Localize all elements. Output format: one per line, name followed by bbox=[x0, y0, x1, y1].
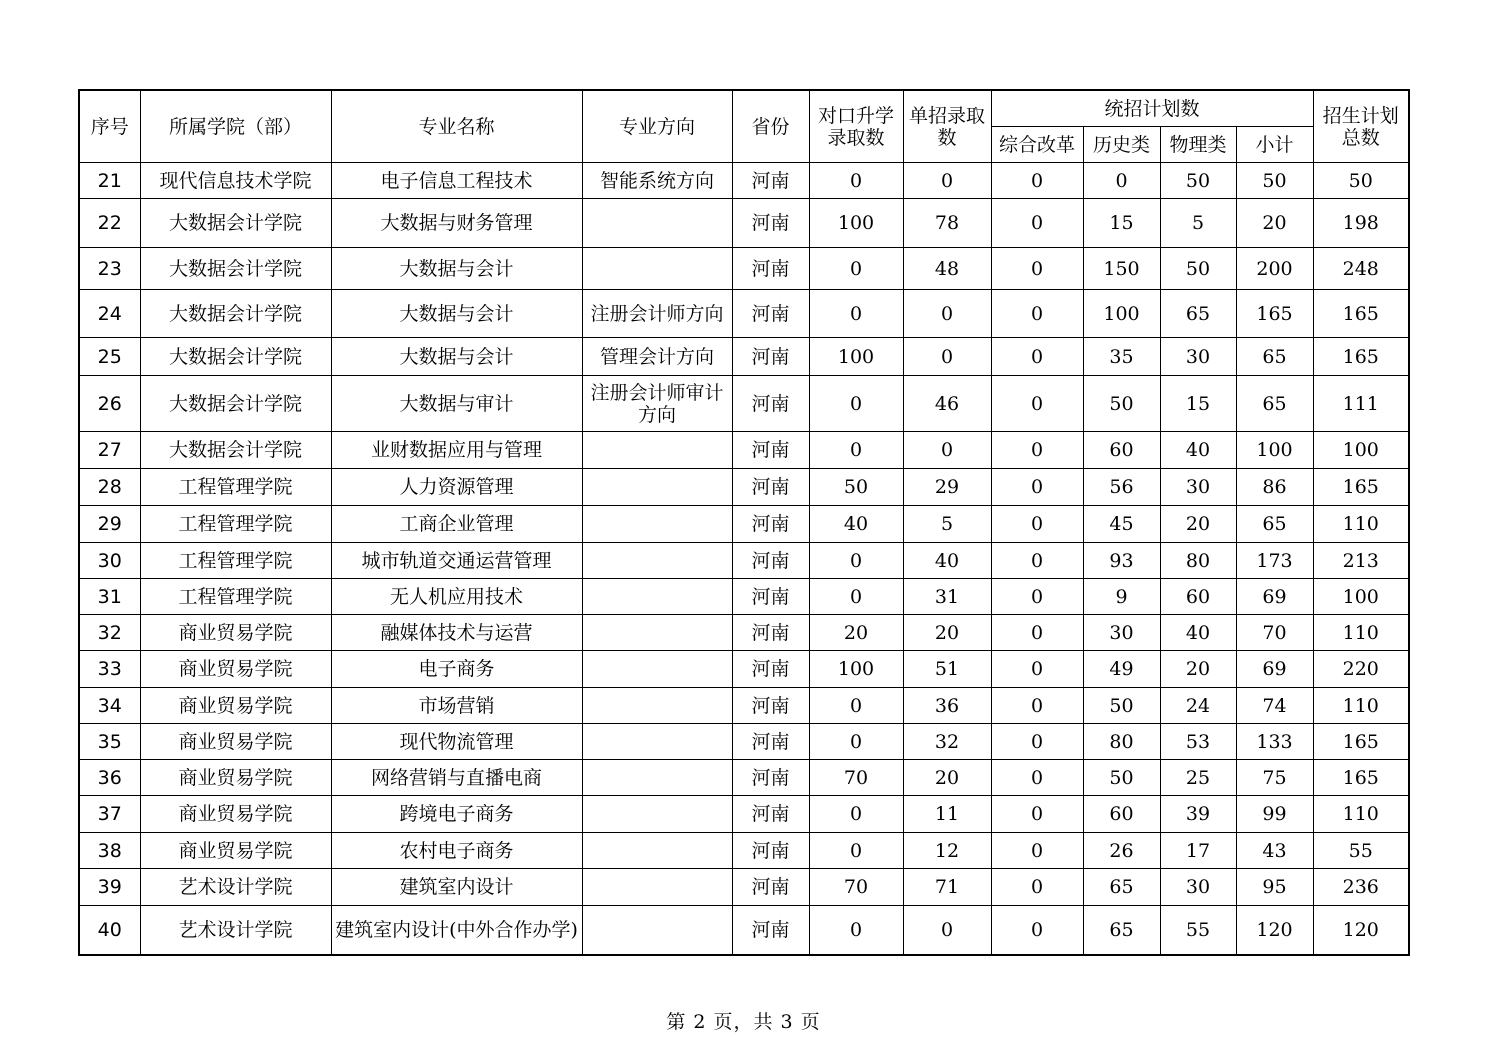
cell-wuli: 50 bbox=[1160, 163, 1236, 199]
cell-seq: 39 bbox=[79, 869, 140, 906]
cell-seq: 37 bbox=[79, 796, 140, 833]
cell-seq: 34 bbox=[79, 688, 140, 724]
cell-xiaoji: 120 bbox=[1236, 906, 1313, 955]
cell-direction bbox=[582, 688, 732, 724]
cell-major: 融媒体技术与运营 bbox=[331, 615, 582, 651]
cell-major: 大数据与会计 bbox=[331, 248, 582, 290]
table-row bbox=[79, 760, 1409, 796]
cell-zonghe: 0 bbox=[991, 615, 1083, 651]
cell-lishi: 65 bbox=[1083, 906, 1160, 955]
cell-major: 建筑室内设计(中外合作办学) bbox=[331, 906, 582, 955]
cell-province: 河南 bbox=[732, 469, 809, 506]
cell-duikou: 0 bbox=[809, 248, 903, 290]
cell-direction bbox=[582, 796, 732, 833]
cell-province: 河南 bbox=[732, 163, 809, 199]
cell-province: 河南 bbox=[732, 796, 809, 833]
cell-direction bbox=[582, 543, 732, 579]
header-danzhao: 单招录取数 bbox=[903, 90, 991, 163]
cell-total: 55 bbox=[1313, 833, 1409, 869]
cell-lishi: 150 bbox=[1083, 248, 1160, 290]
table-row bbox=[79, 869, 1409, 906]
table-row bbox=[79, 199, 1409, 248]
cell-lishi: 93 bbox=[1083, 543, 1160, 579]
cell-direction: 注册会计师方向 bbox=[582, 290, 732, 338]
cell-danzhao: 29 bbox=[903, 469, 991, 506]
cell-major: 无人机应用技术 bbox=[331, 579, 582, 615]
header-wuli: 物理类 bbox=[1160, 127, 1236, 163]
cell-danzhao: 0 bbox=[903, 338, 991, 376]
cell-major: 工商企业管理 bbox=[331, 506, 582, 543]
cell-total: 110 bbox=[1313, 796, 1409, 833]
cell-zonghe: 0 bbox=[991, 906, 1083, 955]
cell-duikou: 0 bbox=[809, 163, 903, 199]
cell-province: 河南 bbox=[732, 906, 809, 955]
cell-lishi: 60 bbox=[1083, 432, 1160, 469]
cell-danzhao: 11 bbox=[903, 796, 991, 833]
cell-wuli: 39 bbox=[1160, 796, 1236, 833]
cell-xiaoji: 69 bbox=[1236, 651, 1313, 688]
cell-total: 213 bbox=[1313, 543, 1409, 579]
cell-direction bbox=[582, 506, 732, 543]
cell-duikou: 0 bbox=[809, 906, 903, 955]
cell-duikou: 0 bbox=[809, 724, 903, 760]
cell-major: 大数据与审计 bbox=[331, 376, 582, 432]
cell-seq: 25 bbox=[79, 338, 140, 376]
cell-xiaoji: 200 bbox=[1236, 248, 1313, 290]
cell-major: 大数据与会计 bbox=[331, 290, 582, 338]
cell-wuli: 15 bbox=[1160, 376, 1236, 432]
cell-zonghe: 0 bbox=[991, 248, 1083, 290]
table-row bbox=[79, 579, 1409, 615]
cell-direction bbox=[582, 248, 732, 290]
table-row bbox=[79, 432, 1409, 469]
cell-major: 现代物流管理 bbox=[331, 724, 582, 760]
cell-total: 165 bbox=[1313, 290, 1409, 338]
page-footer: 第 2 页，共 3 页 bbox=[666, 1011, 821, 1033]
cell-major: 大数据与财务管理 bbox=[331, 199, 582, 248]
cell-total: 120 bbox=[1313, 906, 1409, 955]
cell-major: 网络营销与直播电商 bbox=[331, 760, 582, 796]
cell-zonghe: 0 bbox=[991, 760, 1083, 796]
cell-province: 河南 bbox=[732, 833, 809, 869]
cell-lishi: 56 bbox=[1083, 469, 1160, 506]
cell-xiaoji: 65 bbox=[1236, 376, 1313, 432]
cell-lishi: 9 bbox=[1083, 579, 1160, 615]
cell-total: 110 bbox=[1313, 506, 1409, 543]
cell-seq: 31 bbox=[79, 579, 140, 615]
cell-danzhao: 0 bbox=[903, 906, 991, 955]
cell-province: 河南 bbox=[732, 760, 809, 796]
cell-zonghe: 0 bbox=[991, 543, 1083, 579]
cell-province: 河南 bbox=[732, 506, 809, 543]
cell-college: 大数据会计学院 bbox=[140, 290, 331, 338]
cell-seq: 36 bbox=[79, 760, 140, 796]
cell-seq: 38 bbox=[79, 833, 140, 869]
cell-college: 商业贸易学院 bbox=[140, 833, 331, 869]
cell-college: 艺术设计学院 bbox=[140, 869, 331, 906]
cell-lishi: 26 bbox=[1083, 833, 1160, 869]
cell-duikou: 100 bbox=[809, 199, 903, 248]
cell-direction bbox=[582, 615, 732, 651]
cell-danzhao: 71 bbox=[903, 869, 991, 906]
cell-zonghe: 0 bbox=[991, 338, 1083, 376]
cell-duikou: 0 bbox=[809, 290, 903, 338]
header-major: 专业名称 bbox=[331, 90, 582, 163]
cell-total: 165 bbox=[1313, 760, 1409, 796]
cell-province: 河南 bbox=[732, 869, 809, 906]
cell-zonghe: 0 bbox=[991, 688, 1083, 724]
cell-xiaoji: 95 bbox=[1236, 869, 1313, 906]
cell-zonghe: 0 bbox=[991, 432, 1083, 469]
table-row bbox=[79, 796, 1409, 833]
cell-direction bbox=[582, 833, 732, 869]
cell-zonghe: 0 bbox=[991, 469, 1083, 506]
cell-wuli: 30 bbox=[1160, 469, 1236, 506]
cell-xiaoji: 74 bbox=[1236, 688, 1313, 724]
cell-wuli: 5 bbox=[1160, 199, 1236, 248]
cell-xiaoji: 173 bbox=[1236, 543, 1313, 579]
cell-province: 河南 bbox=[732, 248, 809, 290]
cell-xiaoji: 165 bbox=[1236, 290, 1313, 338]
cell-duikou: 50 bbox=[809, 469, 903, 506]
header-province: 省份 bbox=[732, 90, 809, 163]
table-row bbox=[79, 163, 1409, 199]
cell-college: 商业贸易学院 bbox=[140, 688, 331, 724]
cell-lishi: 100 bbox=[1083, 290, 1160, 338]
cell-wuli: 65 bbox=[1160, 290, 1236, 338]
cell-college: 商业贸易学院 bbox=[140, 615, 331, 651]
cell-wuli: 30 bbox=[1160, 338, 1236, 376]
cell-danzhao: 5 bbox=[903, 506, 991, 543]
cell-wuli: 20 bbox=[1160, 651, 1236, 688]
cell-college: 商业贸易学院 bbox=[140, 724, 331, 760]
cell-province: 河南 bbox=[732, 688, 809, 724]
cell-lishi: 50 bbox=[1083, 376, 1160, 432]
cell-duikou: 0 bbox=[809, 688, 903, 724]
header-seq: 序号 bbox=[79, 90, 140, 163]
cell-college: 工程管理学院 bbox=[140, 506, 331, 543]
header-lishi: 历史类 bbox=[1083, 127, 1160, 163]
cell-xiaoji: 43 bbox=[1236, 833, 1313, 869]
cell-major: 业财数据应用与管理 bbox=[331, 432, 582, 469]
cell-direction: 智能系统方向 bbox=[582, 163, 732, 199]
cell-duikou: 100 bbox=[809, 338, 903, 376]
admission-plan-table bbox=[78, 89, 1410, 956]
cell-province: 河南 bbox=[732, 199, 809, 248]
cell-duikou: 0 bbox=[809, 376, 903, 432]
table-row bbox=[79, 543, 1409, 579]
cell-zonghe: 0 bbox=[991, 579, 1083, 615]
cell-wuli: 80 bbox=[1160, 543, 1236, 579]
cell-province: 河南 bbox=[732, 338, 809, 376]
cell-direction bbox=[582, 579, 732, 615]
cell-xiaoji: 65 bbox=[1236, 506, 1313, 543]
cell-seq: 23 bbox=[79, 248, 140, 290]
cell-danzhao: 20 bbox=[903, 760, 991, 796]
cell-college: 大数据会计学院 bbox=[140, 376, 331, 432]
cell-province: 河南 bbox=[732, 543, 809, 579]
cell-college: 工程管理学院 bbox=[140, 579, 331, 615]
cell-lishi: 45 bbox=[1083, 506, 1160, 543]
cell-seq: 27 bbox=[79, 432, 140, 469]
cell-total: 198 bbox=[1313, 199, 1409, 248]
cell-danzhao: 0 bbox=[903, 163, 991, 199]
cell-seq: 22 bbox=[79, 199, 140, 248]
cell-zonghe: 0 bbox=[991, 376, 1083, 432]
cell-duikou: 0 bbox=[809, 579, 903, 615]
cell-wuli: 24 bbox=[1160, 688, 1236, 724]
table-row bbox=[79, 338, 1409, 376]
table-row bbox=[79, 506, 1409, 543]
cell-province: 河南 bbox=[732, 579, 809, 615]
cell-zonghe: 0 bbox=[991, 796, 1083, 833]
table-row bbox=[79, 469, 1409, 506]
cell-direction bbox=[582, 724, 732, 760]
cell-total: 220 bbox=[1313, 651, 1409, 688]
header-direction: 专业方向 bbox=[582, 90, 732, 163]
header-zonghe: 综合改革 bbox=[991, 127, 1083, 163]
cell-total: 100 bbox=[1313, 432, 1409, 469]
cell-xiaoji: 75 bbox=[1236, 760, 1313, 796]
cell-major: 建筑室内设计 bbox=[331, 869, 582, 906]
cell-seq: 24 bbox=[79, 290, 140, 338]
cell-college: 工程管理学院 bbox=[140, 543, 331, 579]
cell-zonghe: 0 bbox=[991, 290, 1083, 338]
cell-seq: 30 bbox=[79, 543, 140, 579]
cell-lishi: 30 bbox=[1083, 615, 1160, 651]
header-college: 所属学院（部） bbox=[140, 90, 331, 163]
cell-danzhao: 0 bbox=[903, 432, 991, 469]
header-tongzhao: 统招计划数 bbox=[991, 90, 1313, 127]
cell-province: 河南 bbox=[732, 651, 809, 688]
cell-danzhao: 12 bbox=[903, 833, 991, 869]
cell-direction bbox=[582, 906, 732, 955]
cell-major: 电子信息工程技术 bbox=[331, 163, 582, 199]
table-row bbox=[79, 651, 1409, 688]
cell-seq: 21 bbox=[79, 163, 140, 199]
cell-zonghe: 0 bbox=[991, 163, 1083, 199]
table-row bbox=[79, 833, 1409, 869]
table-row bbox=[79, 376, 1409, 432]
cell-wuli: 60 bbox=[1160, 579, 1236, 615]
cell-danzhao: 0 bbox=[903, 290, 991, 338]
cell-direction bbox=[582, 199, 732, 248]
header-total: 招生计划总数 bbox=[1313, 90, 1409, 163]
cell-total: 110 bbox=[1313, 688, 1409, 724]
cell-major: 农村电子商务 bbox=[331, 833, 582, 869]
cell-wuli: 25 bbox=[1160, 760, 1236, 796]
cell-college: 大数据会计学院 bbox=[140, 432, 331, 469]
cell-lishi: 60 bbox=[1083, 796, 1160, 833]
cell-major: 市场营销 bbox=[331, 688, 582, 724]
cell-lishi: 80 bbox=[1083, 724, 1160, 760]
cell-lishi: 15 bbox=[1083, 199, 1160, 248]
table-body bbox=[79, 163, 1409, 955]
cell-direction bbox=[582, 469, 732, 506]
cell-total: 165 bbox=[1313, 338, 1409, 376]
cell-seq: 28 bbox=[79, 469, 140, 506]
table-row bbox=[79, 290, 1409, 338]
cell-college: 大数据会计学院 bbox=[140, 338, 331, 376]
cell-duikou: 100 bbox=[809, 651, 903, 688]
cell-total: 110 bbox=[1313, 615, 1409, 651]
table-row bbox=[79, 615, 1409, 651]
cell-total: 111 bbox=[1313, 376, 1409, 432]
cell-seq: 29 bbox=[79, 506, 140, 543]
cell-wuli: 50 bbox=[1160, 248, 1236, 290]
cell-duikou: 20 bbox=[809, 615, 903, 651]
cell-xiaoji: 65 bbox=[1236, 338, 1313, 376]
cell-wuli: 17 bbox=[1160, 833, 1236, 869]
cell-danzhao: 51 bbox=[903, 651, 991, 688]
cell-major: 跨境电子商务 bbox=[331, 796, 582, 833]
table-row bbox=[79, 248, 1409, 290]
table-row bbox=[79, 724, 1409, 760]
cell-lishi: 49 bbox=[1083, 651, 1160, 688]
cell-zonghe: 0 bbox=[991, 724, 1083, 760]
cell-direction bbox=[582, 760, 732, 796]
cell-xiaoji: 99 bbox=[1236, 796, 1313, 833]
cell-duikou: 0 bbox=[809, 796, 903, 833]
cell-total: 50 bbox=[1313, 163, 1409, 199]
cell-zonghe: 0 bbox=[991, 199, 1083, 248]
cell-zonghe: 0 bbox=[991, 651, 1083, 688]
cell-wuli: 55 bbox=[1160, 906, 1236, 955]
cell-province: 河南 bbox=[732, 432, 809, 469]
cell-direction bbox=[582, 651, 732, 688]
header-duikou: 对口升学录取数 bbox=[809, 90, 903, 163]
cell-wuli: 40 bbox=[1160, 432, 1236, 469]
cell-duikou: 40 bbox=[809, 506, 903, 543]
cell-direction bbox=[582, 432, 732, 469]
cell-college: 现代信息技术学院 bbox=[140, 163, 331, 199]
cell-wuli: 20 bbox=[1160, 506, 1236, 543]
cell-duikou: 70 bbox=[809, 760, 903, 796]
cell-direction bbox=[582, 869, 732, 906]
cell-danzhao: 36 bbox=[903, 688, 991, 724]
cell-xiaoji: 20 bbox=[1236, 199, 1313, 248]
cell-seq: 26 bbox=[79, 376, 140, 432]
table-header bbox=[79, 90, 1409, 163]
cell-xiaoji: 100 bbox=[1236, 432, 1313, 469]
cell-major: 人力资源管理 bbox=[331, 469, 582, 506]
cell-xiaoji: 133 bbox=[1236, 724, 1313, 760]
cell-zonghe: 0 bbox=[991, 869, 1083, 906]
cell-college: 工程管理学院 bbox=[140, 469, 331, 506]
cell-lishi: 65 bbox=[1083, 869, 1160, 906]
cell-college: 大数据会计学院 bbox=[140, 199, 331, 248]
cell-total: 165 bbox=[1313, 469, 1409, 506]
header-xiaoji: 小计 bbox=[1236, 127, 1313, 163]
cell-duikou: 0 bbox=[809, 432, 903, 469]
cell-lishi: 50 bbox=[1083, 760, 1160, 796]
cell-xiaoji: 69 bbox=[1236, 579, 1313, 615]
cell-college: 商业贸易学院 bbox=[140, 760, 331, 796]
cell-zonghe: 0 bbox=[991, 506, 1083, 543]
cell-danzhao: 31 bbox=[903, 579, 991, 615]
cell-major: 城市轨道交通运营管理 bbox=[331, 543, 582, 579]
cell-lishi: 0 bbox=[1083, 163, 1160, 199]
cell-direction: 管理会计方向 bbox=[582, 338, 732, 376]
cell-seq: 33 bbox=[79, 651, 140, 688]
cell-major: 大数据与会计 bbox=[331, 338, 582, 376]
cell-total: 248 bbox=[1313, 248, 1409, 290]
cell-duikou: 0 bbox=[809, 543, 903, 579]
cell-wuli: 30 bbox=[1160, 869, 1236, 906]
cell-total: 100 bbox=[1313, 579, 1409, 615]
cell-province: 河南 bbox=[732, 290, 809, 338]
cell-duikou: 70 bbox=[809, 869, 903, 906]
cell-lishi: 50 bbox=[1083, 688, 1160, 724]
cell-danzhao: 78 bbox=[903, 199, 991, 248]
cell-wuli: 40 bbox=[1160, 615, 1236, 651]
cell-college: 大数据会计学院 bbox=[140, 248, 331, 290]
cell-xiaoji: 70 bbox=[1236, 615, 1313, 651]
cell-danzhao: 46 bbox=[903, 376, 991, 432]
cell-direction: 注册会计师审计方向 bbox=[582, 376, 732, 432]
cell-danzhao: 48 bbox=[903, 248, 991, 290]
cell-college: 商业贸易学院 bbox=[140, 651, 331, 688]
cell-total: 165 bbox=[1313, 724, 1409, 760]
cell-wuli: 53 bbox=[1160, 724, 1236, 760]
cell-province: 河南 bbox=[732, 615, 809, 651]
cell-danzhao: 20 bbox=[903, 615, 991, 651]
cell-college: 艺术设计学院 bbox=[140, 906, 331, 955]
cell-total: 236 bbox=[1313, 869, 1409, 906]
table-row bbox=[79, 688, 1409, 724]
cell-danzhao: 40 bbox=[903, 543, 991, 579]
cell-duikou: 0 bbox=[809, 833, 903, 869]
cell-zonghe: 0 bbox=[991, 833, 1083, 869]
cell-province: 河南 bbox=[732, 724, 809, 760]
cell-danzhao: 32 bbox=[903, 724, 991, 760]
cell-college: 商业贸易学院 bbox=[140, 796, 331, 833]
cell-province: 河南 bbox=[732, 376, 809, 432]
cell-seq: 40 bbox=[79, 906, 140, 955]
cell-xiaoji: 86 bbox=[1236, 469, 1313, 506]
cell-lishi: 35 bbox=[1083, 338, 1160, 376]
table-row bbox=[79, 906, 1409, 955]
cell-major: 电子商务 bbox=[331, 651, 582, 688]
cell-xiaoji: 50 bbox=[1236, 163, 1313, 199]
cell-seq: 32 bbox=[79, 615, 140, 651]
cell-seq: 35 bbox=[79, 724, 140, 760]
